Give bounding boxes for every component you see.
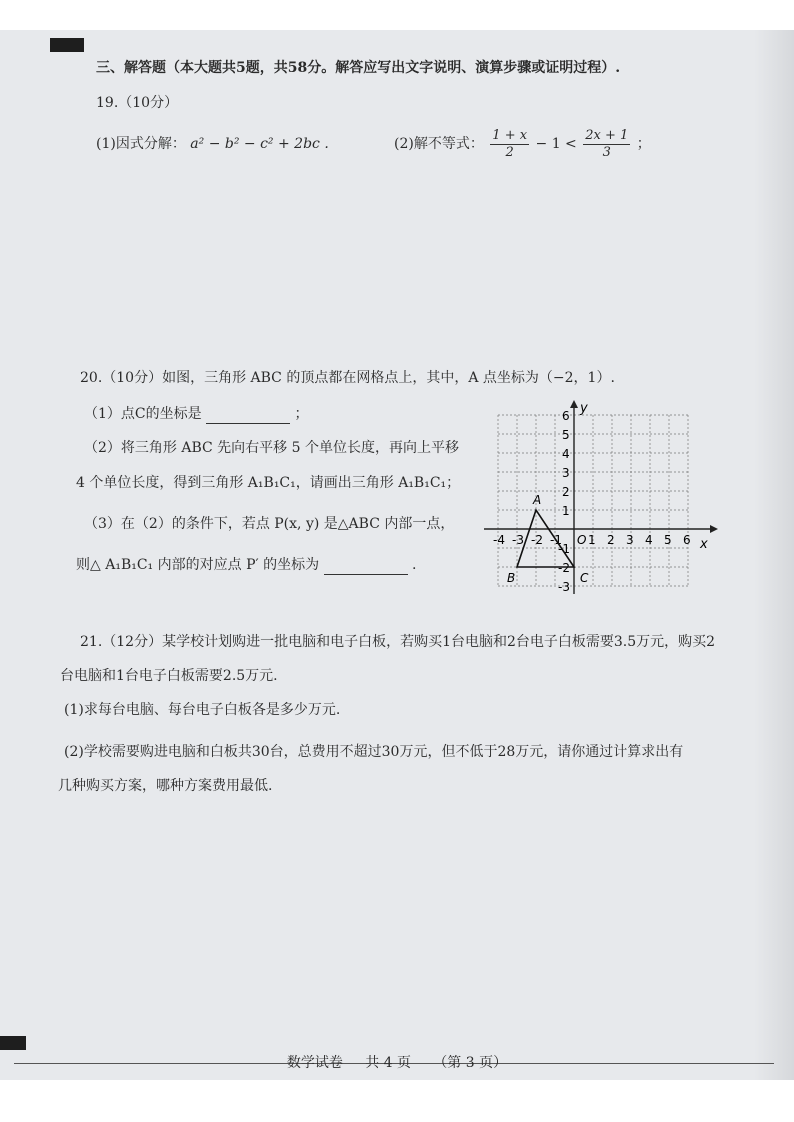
y-tick-label: 1 [562,504,570,518]
q19-part2-label: (2)解不等式： [394,136,484,152]
footer-page-number: （第 3 页） [433,1055,508,1071]
q19-number: 19.（10分） [96,95,179,111]
q19-fraction-2-denominator: 3 [602,144,611,160]
q19-part1-expression: a² − b² − c² + 2bc . [190,136,329,152]
q21-part2-line2: 几种购买方案，哪种方案费用最低. [58,778,273,794]
vertex-label-b: B [507,571,516,585]
q20-part3-line2 [76,555,416,575]
y-tick-label: 5 [562,428,570,442]
x-tick-label: 1 [588,533,596,547]
q19-part2-middle: − 1 < [535,136,577,152]
q19-fraction-2-numerator: 2x + 1 [585,127,629,143]
y-tick-label: -1 [558,542,570,556]
q19-fraction-1-numerator: 1 + x [492,127,528,143]
x-tick-label: -2 [531,533,543,547]
q20-intro: 20.（10分）如图，三角形 ABC 的顶点都在网格点上，其中，A 点坐标为（−2，1）. [80,370,615,386]
q20-part1-answer-blank[interactable] [206,423,290,424]
x-tick-label: 5 [664,533,672,547]
q19-part2-end: ； [636,136,651,152]
x-tick-label: O [577,533,587,547]
x-axis-arrow-icon [710,525,718,533]
x-tick-label: 4 [645,533,653,547]
coordinate-grid [478,398,718,602]
grid-lines [498,415,688,586]
x-tick-label: 6 [683,533,691,547]
q20-part3-label: 则△ A₁B₁C₁ 内部的对应点 P′ 的坐标为 [76,557,320,573]
q19-part1 [96,134,329,154]
x-tick-label: -4 [493,533,505,547]
q19-fraction-1 [490,128,529,161]
q20-part2-line1: （2）将三角形 ABC 先向右平移 5 个单位长度，再向上平移 [84,440,459,456]
y-tick-label: -2 [558,561,570,575]
q20-part1-end: ； [294,406,309,422]
vertex-label-a: A [533,493,542,507]
y-tick-label: 3 [562,466,570,480]
q20-part2-line2: 4 个单位长度，得到三角形 A₁B₁C₁，请画出三角形 A₁B₁C₁； [76,475,461,491]
triangle-abc [517,510,574,567]
q20-part3-end: . [412,557,417,573]
y-tick-label: 6 [562,409,570,423]
q21-part2-line1: (2)学校需要购进电脑和白板共30台，总费用不超过30万元，但不低于28万元，请你通过计算求出有 [64,744,684,760]
page-edge-shadow [754,30,794,1080]
y-tick-label: 2 [562,485,570,499]
vertex-label-c: C [580,571,589,585]
section-heading: 三、解答题（本大题共5题，共58分。解答应写出文字说明、演算步骤或证明过程）. [96,60,621,76]
y-axis-arrow-icon [570,400,578,408]
q20-part1 [84,404,309,424]
q19-part1-label: (1)因式分解： [96,136,186,152]
x-tick-label: -1 [550,533,562,547]
footer-subject: 数学试卷 [286,1055,343,1071]
q19-fraction-2 [583,128,630,161]
q19-fraction-1-denominator: 2 [505,144,514,160]
q21-part1: (1)求每台电脑、每台电子白板各是多少万元. [64,702,341,718]
x-tick-labels [493,533,691,547]
y-axis-label: y [580,401,588,416]
registration-mark-top [50,38,84,52]
x-tick-label: 2 [607,533,615,547]
x-tick-label: 3 [626,533,634,547]
q20-part3-line1: （3）在（2）的条件下，若点 P(x, y) 是△ABC 内部一点， [84,516,455,532]
y-tick-label: -3 [558,580,570,594]
x-tick-label: -3 [512,533,524,547]
y-tick-label: 4 [562,447,570,461]
registration-mark-bottom [0,1036,26,1050]
x-axis-label: x [700,537,708,552]
q21-line1: 21.（12分）某学校计划购进一批电脑和电子白板，若购买1台电脑和2台电子白板需要3.5万元，购买2 [80,634,716,650]
page-footer [0,1052,794,1072]
footer-total-pages: 共 4 页 [365,1055,411,1071]
q19-part2 [394,124,651,164]
q21-line2: 台电脑和1台电子白板需要2.5万元. [60,668,278,684]
q20-part3-answer-blank[interactable] [324,574,408,575]
q20-part1-label: （1）点C的坐标是 [84,406,202,422]
